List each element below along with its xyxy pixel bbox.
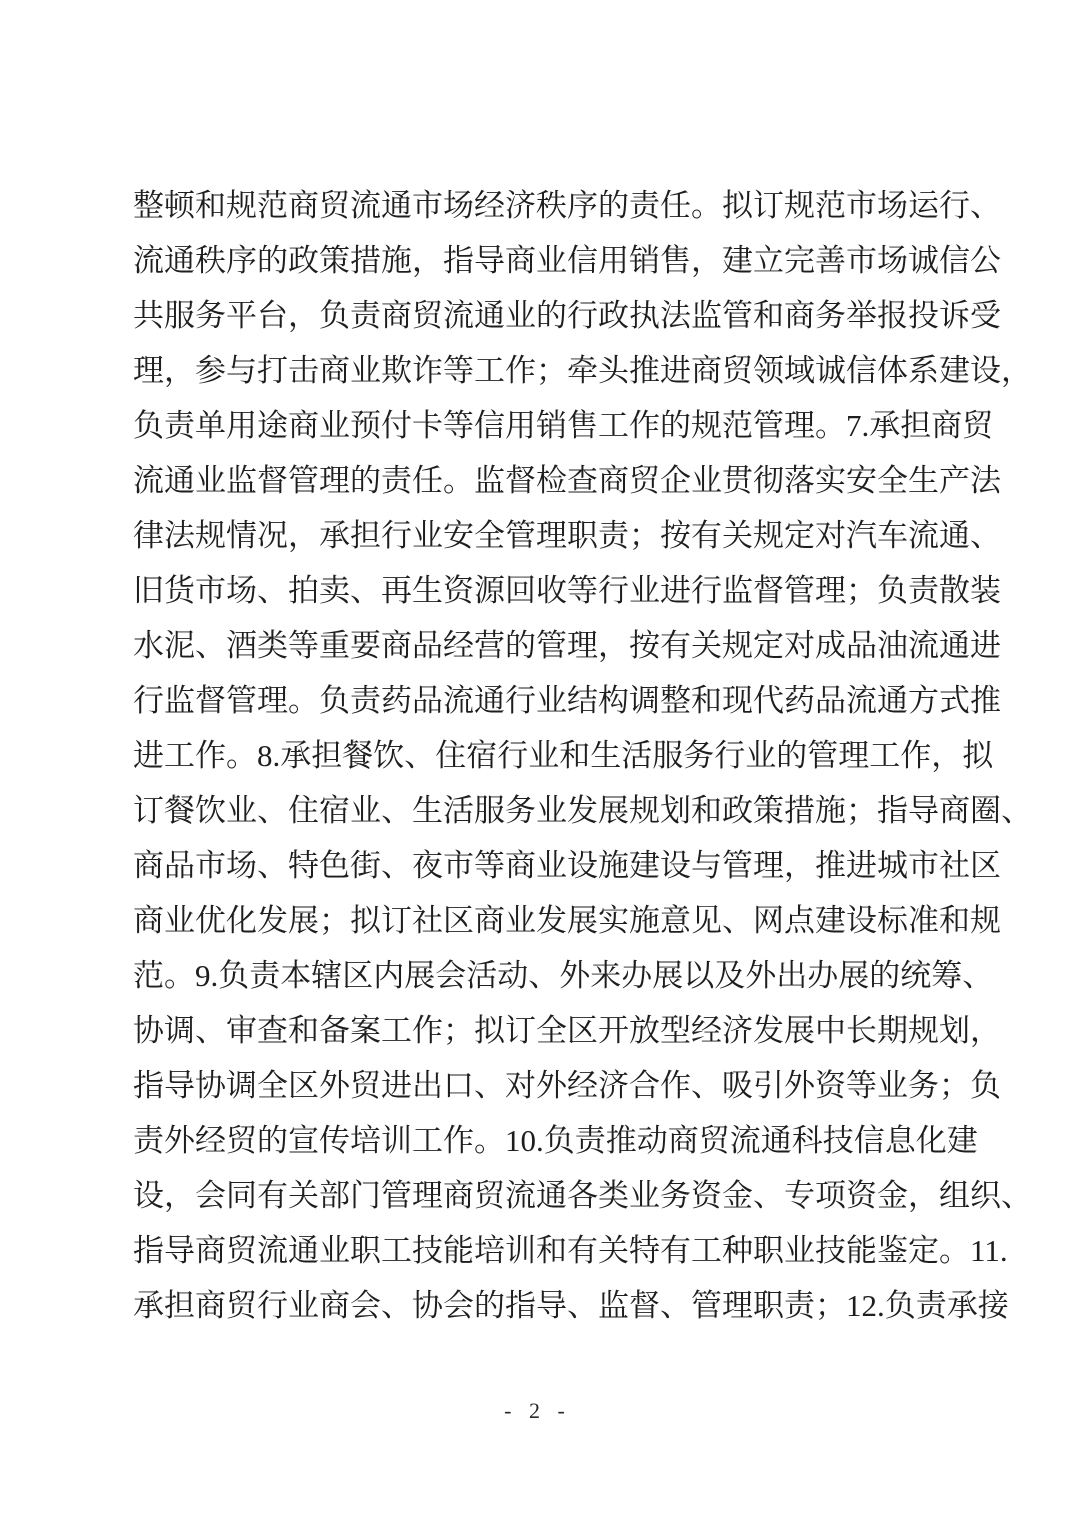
document-line: 理，参与打击商业欺诈等工作；牵头推进商贸领域诚信体系建设， [133,353,1032,388]
document-line: 整顿和规范商贸流通市场经济秩序的责任。拟订规范市场运行、 [133,188,1001,223]
document-line: 水泥、酒类等重要商品经营的管理，按有关规定对成品油流通进 [133,628,1001,663]
document-line: 承担商贸行业商会、协会的指导、监督、管理职责；12.负责承接 [133,1288,1009,1323]
document-line: 旧货市场、拍卖、再生资源回收等行业进行监督管理；负责散装 [133,573,1001,608]
document-text-block [133,178,1032,1333]
document-line: 指导协调全区外贸进出口、对外经济合作、吸引外资等业务；负 [133,1068,1001,1103]
page-number: - 2 - [504,1398,571,1423]
document-line: 范。9.负责本辖区内展会活动、外来办展以及外出办展的统筹、 [133,958,994,993]
document-line: 商品市场、特色街、夜市等商业设施建设与管理，推进城市社区 [133,848,1001,883]
document-line: 流通秩序的政策措施，指导商业信用销售，建立完善市场诚信公 [133,243,1001,278]
document-line: 进工作。8.承担餐饮、住宿行业和生活服务行业的管理工作，拟 [133,738,994,773]
document-line: 行监督管理。负责药品流通行业结构调整和现代药品流通方式推 [133,683,1001,718]
document-line: 商业优化发展；拟订社区商业发展实施意见、网点建设标准和规 [133,903,1001,938]
document-line: 流通业监督管理的责任。监督检查商贸企业贯彻落实安全生产法 [133,463,1001,498]
document-line: 协调、审查和备案工作；拟订全区开放型经济发展中长期规划， [133,1013,1001,1048]
document-line: 订餐饮业、住宿业、生活服务业发展规划和政策措施；指导商圈、 [133,793,1032,828]
document-line: 律法规情况，承担行业安全管理职责；按有关规定对汽车流通、 [133,518,1001,553]
document-line: 负责单用途商业预付卡等信用销售工作的规范管理。7.承担商贸 [133,408,994,443]
document-line: 责外经贸的宣传培训工作。10.负责推动商贸流通科技信息化建 [133,1123,978,1158]
document-line: 设，会同有关部门管理商贸流通各类业务资金、专项资金，组织、 [133,1178,1032,1213]
document-line: 共服务平台，负责商贸流通业的行政执法监管和商务举报投诉受 [133,298,1001,333]
document-line: 指导商贸流通业职工技能培训和有关特有工种职业技能鉴定。11. [133,1233,1008,1268]
